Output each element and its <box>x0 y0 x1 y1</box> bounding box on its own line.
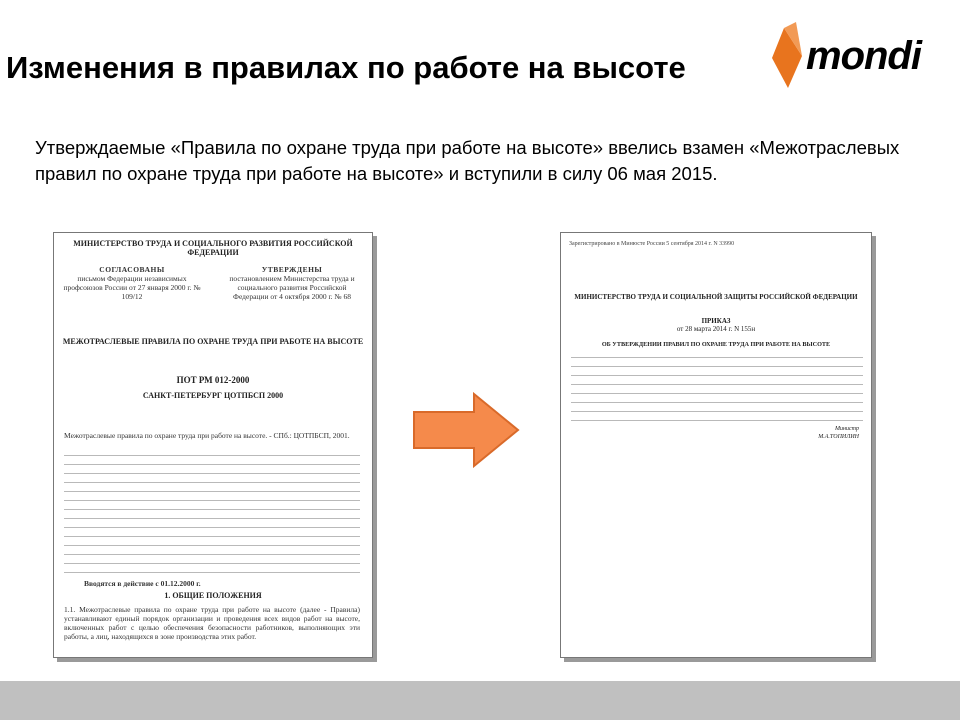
doc-left-effective: Вводятся в действие с 01.12.2000 г. <box>84 579 201 588</box>
doc-left-city: САНКТ-ПЕТЕРБУРГ ЦОТПБСП 2000 <box>142 391 284 400</box>
doc-left-ministry: МИНИСТЕРСТВО ТРУДА И СОЦИАЛЬНОГО РАЗВИТИЯ РОССИЙСКОЙ ФЕДЕРАЦИИ <box>73 239 353 257</box>
agreed-heading: СОГЛАСОВАНЫ <box>99 265 165 274</box>
mondi-logo <box>762 18 942 93</box>
intro-text: Утверждаемые «Правила по охране труда при работе на высоте» ввелись взамен «Межотраслевых правил по охране труда при работе на высоте» и вступили в силу 06 мая 2015. <box>35 137 900 184</box>
doc-left-title: МЕЖОТРАСЛЕВЫЕ ПРАВИЛА ПО ОХРАНЕ ТРУДА ПРИ РАБОТЕ НА ВЫСОТЕ <box>62 337 364 346</box>
footer-bar <box>0 681 960 720</box>
doc-right-minister-name: М.А.ТОПИЛИН <box>818 434 859 440</box>
logo-wordmark: mondi <box>806 34 921 78</box>
agreed-body: письмом Федерации независимых профсоюзов России от 27 января 2000 г. № 109/12 <box>63 274 201 301</box>
doc-right-ministry: МИНИСТЕРСТВО ТРУДА И СОЦИАЛЬНОЙ ЗАЩИТЫ РОССИЙСКОЙ ФЕДЕРАЦИИ <box>574 293 858 301</box>
doc-right-registration: Зарегистрировано в Минюсте России 5 сентября 2014 г. N 33990 <box>569 241 735 247</box>
agreed-column <box>62 265 202 301</box>
doc-right-order-date: от 28 марта 2014 г. N 155н <box>676 325 756 333</box>
slide-title: Изменения в правилах по работе на высоте <box>6 50 686 85</box>
doc-right-approve-heading: ОБ УТВЕРЖДЕНИИ ПРАВИЛ ПО ОХРАНЕ ТРУДА ПРИ РАБОТЕ НА ВЫСОТЕ <box>601 341 831 348</box>
approved-column <box>222 265 362 301</box>
doc-right-order <box>561 317 871 333</box>
doc-right-text-lines <box>571 357 863 429</box>
doc-left-para-last: 1.1. Межотраслевые правила по охране труда при работе на высоте (далее - Правила) устанавливают единый порядок организации и проведения всех видов работ на высоте, включенных работ с целью обеспечения безопасности работников, выполняющих эти работы, а лиц, находящихся в зоне производства этих работ. <box>64 605 360 641</box>
old-rules-document <box>53 232 373 658</box>
approved-body: постановлением Министерства труда и социального развития Российской Федерации от 4 октября 2000 г. № 68 <box>229 274 355 301</box>
doc-right-signature <box>818 425 859 441</box>
right-arrow-icon <box>412 392 520 468</box>
new-rules-document <box>560 232 872 658</box>
doc-right-minister-title: Министр <box>835 426 859 432</box>
doc-left-section: 1. ОБЩИЕ ПОЛОЖЕНИЯ <box>164 591 262 600</box>
doc-left-code: ПОТ РМ 012-2000 <box>176 375 250 385</box>
doc-left-text-lines <box>64 455 360 581</box>
approved-heading: УТВЕРЖДЕНЫ <box>261 265 323 274</box>
doc-left-para: Межотраслевые правила по охране труда при работе на высоте. - СПб.: ЦОТПБСП, 2001. <box>64 431 350 440</box>
doc-right-order-title: ПРИКАЗ <box>701 317 731 325</box>
